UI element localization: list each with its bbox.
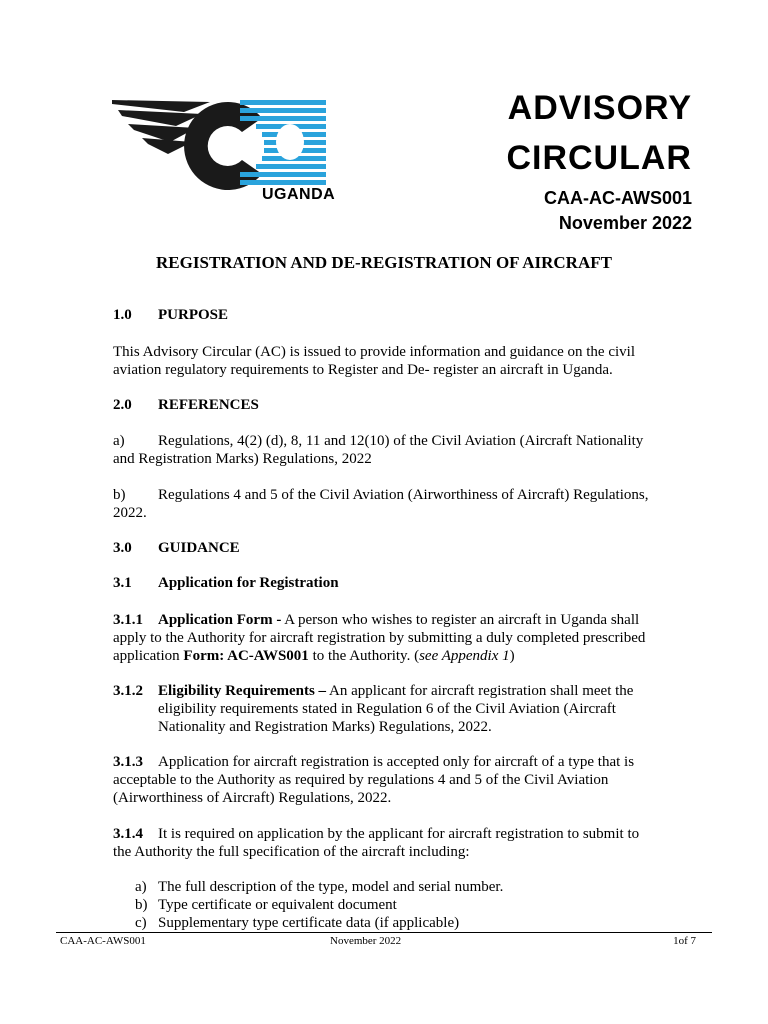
header-date: November 2022	[558, 213, 692, 233]
footer-date: November 2022	[330, 935, 402, 947]
text-line: 2022.	[113, 505, 147, 521]
text-line: Regulations, 4(2) (d), 8, 11 and 12(10) of the Civil Aviation (Aircraft Nationality	[158, 433, 644, 449]
list-marker: b)	[135, 897, 148, 913]
header-doc-code: CAA-AC-AWS001	[543, 188, 692, 208]
bold-term: Application Form -	[158, 612, 282, 628]
paragraph-number: 3.1.4	[113, 826, 143, 842]
text-line: acceptable to the Authority as required by regulations 4 and 5 of the Civil Aviation	[113, 772, 609, 788]
list-marker: a)	[113, 433, 125, 449]
reference-item-a	[113, 432, 658, 468]
text-line: Application for aircraft registration is accepted only for aircraft of a type that is	[158, 754, 635, 770]
section-heading-references	[113, 396, 259, 414]
text-line: Regulations 4 and 5 of the Civil Aviation (Airworthiness of Aircraft) Regulations,	[158, 487, 649, 503]
text-line: It is required on application by the applicant for aircraft registration to submit to	[158, 826, 640, 842]
text-line: apply to the Authority for aircraft registration by submitting a duly completed prescribed	[113, 630, 646, 646]
subsection-heading-application	[113, 574, 339, 592]
header-title-line2: CIRCULAR	[506, 139, 692, 177]
paragraph-3-1-3	[113, 753, 658, 807]
section-title: PURPOSE	[158, 307, 229, 323]
text-line: An applicant for aircraft registration shall meet the	[326, 683, 634, 699]
section-number: 1.0	[113, 307, 132, 323]
paragraph-number: 3.1.1	[113, 612, 143, 628]
text-line: This Advisory Circular (AC) is issued to provide information and guidance on the civil	[113, 344, 635, 360]
section-title: REFERENCES	[158, 397, 259, 413]
footer-doc-code: CAA-AC-AWS001	[60, 935, 146, 947]
list-item-text: Type certificate or equivalent document	[158, 897, 397, 913]
text-line: the Authority the full specification of the aircraft including:	[113, 844, 470, 860]
header-title-line1: ADVISORY	[507, 89, 692, 127]
bold-term: Eligibility Requirements –	[158, 683, 327, 699]
caa-uganda-logo	[112, 96, 336, 212]
list-item	[135, 878, 503, 896]
paragraph-3-1-2-continued	[158, 700, 658, 736]
section-heading-purpose	[113, 306, 228, 324]
text-line: and Registration Marks) Regulations, 2022	[113, 451, 372, 467]
list-marker: b)	[113, 487, 126, 503]
footer-page-number: 1of 7	[673, 935, 696, 947]
text-line: (Airworthiness of Aircraft) Regulations, 2022.	[113, 790, 392, 806]
section-number: 2.0	[113, 397, 132, 413]
form-reference: Form: AC-AWS001	[183, 648, 309, 664]
section-heading-guidance	[113, 539, 240, 557]
document-title: REGISTRATION AND DE-REGISTRATION OF AIRCRAFT	[156, 253, 612, 272]
reference-item-b	[113, 486, 658, 522]
purpose-paragraph	[113, 343, 658, 379]
text-line: eligibility requirements stated in Regulation 6 of the Civil Aviation (Aircraft	[158, 701, 616, 717]
paragraph-number: 3.1.2	[113, 683, 143, 699]
list-marker: c)	[135, 915, 147, 931]
text-fragment: application	[113, 648, 184, 664]
subsection-title: Application for Registration	[158, 575, 339, 591]
section-number: 3.0	[113, 540, 132, 556]
logo-country-text: UGANDA	[262, 186, 336, 203]
text-line: A person who wishes to register an aircraft in Uganda shall	[281, 612, 640, 628]
text-line: Nationality and Registration Marks) Regulations, 2022.	[158, 719, 492, 735]
appendix-reference: see Appendix 1	[419, 648, 510, 664]
text-fragment: to the Authority. (	[308, 648, 420, 664]
list-item-text: The full description of the type, model and serial number.	[158, 879, 504, 895]
section-title: GUIDANCE	[158, 540, 240, 556]
specification-list	[135, 878, 503, 932]
paragraph-3-1-4	[113, 825, 658, 861]
list-item	[135, 896, 503, 914]
paragraph-number: 3.1.3	[113, 754, 143, 770]
list-item-text: Supplementary type certificate data (if applicable)	[158, 915, 460, 931]
subsection-number: 3.1	[113, 575, 132, 591]
list-item	[135, 914, 503, 932]
list-marker: a)	[135, 879, 147, 895]
text-line: aviation regulatory requirements to Register and De- register an aircraft in Uganda.	[113, 362, 613, 378]
footer-divider	[56, 932, 712, 933]
text-fragment: )	[509, 648, 515, 664]
paragraph-3-1-1	[113, 611, 658, 665]
paragraph-3-1-2	[113, 682, 658, 700]
